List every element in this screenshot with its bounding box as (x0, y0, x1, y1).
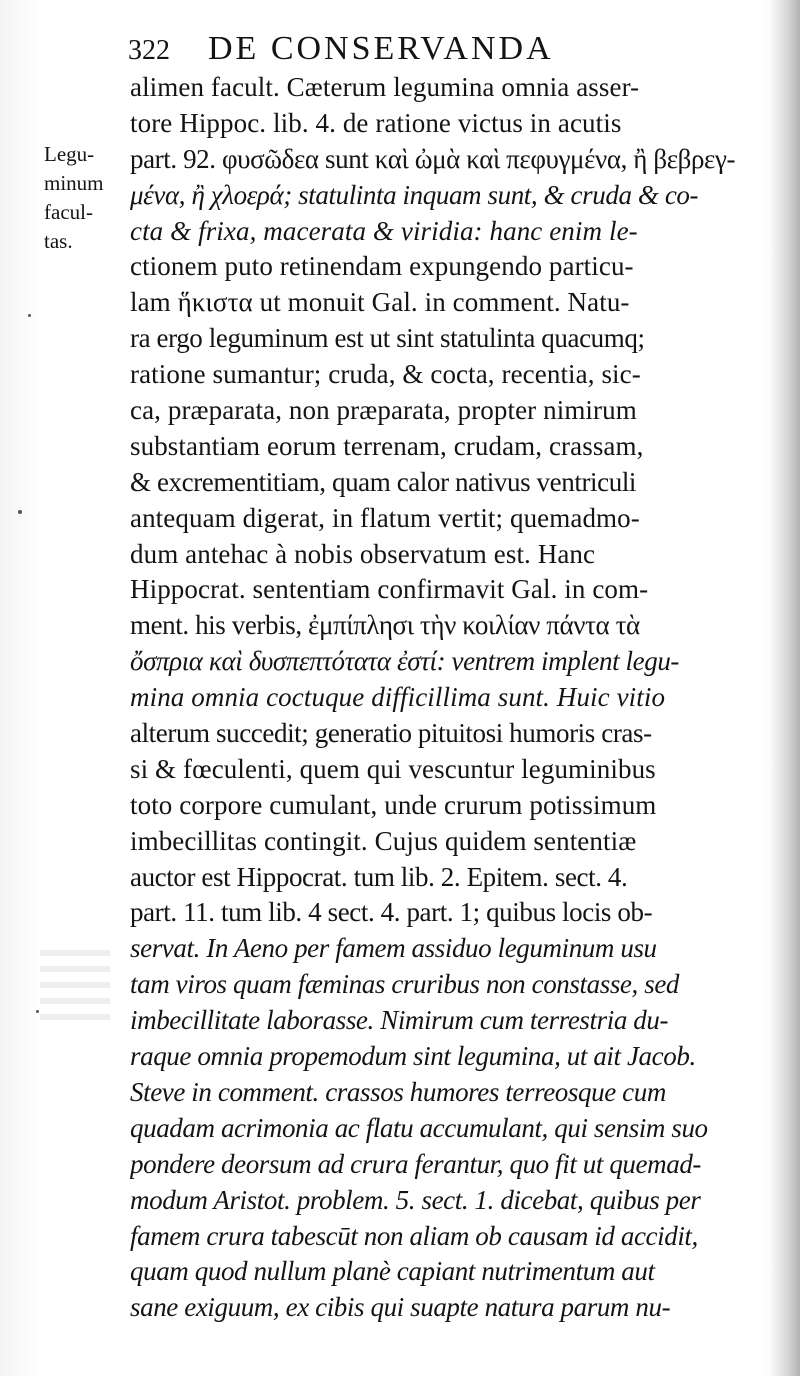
text-line: ment. his verbis, ἐμπίπλησι τὴν κοιλίαν πάντα τὰ (130, 610, 640, 641)
margin-note-line: Legu- (44, 142, 95, 166)
text-line: Hippocrat. sententiam confirmavit Gal. in com- (130, 574, 649, 605)
ink-speck (28, 314, 31, 317)
margin-note (44, 140, 130, 256)
margin-note-line: facul- (44, 200, 93, 224)
text-line: ratione sumantur; cruda, & cocta, recentia, sic- (130, 359, 641, 390)
running-head: DE CONSERVANDA (208, 30, 554, 67)
text-line: ctionem puto retinendam expungendo particu- (130, 251, 634, 282)
body-text (130, 70, 770, 1326)
text-line: alterum succedit; generatio pituitosi humoris cras- (130, 718, 652, 749)
text-line: auctor est Hippocrat. tum lib. 2. Epitem. sect. 4. (130, 861, 628, 892)
ink-speck (18, 510, 22, 514)
ink-speck (36, 1010, 39, 1013)
bleed-through-text (40, 940, 130, 1080)
text-line: antequam digerat, in flatum vertit; quemadmo- (130, 502, 640, 533)
text-line: imbecillitas contingit. Cujus quidem sententiæ (130, 825, 637, 856)
text-line: sane exiguum, ex cibis qui suapte natura parum nu- (130, 1292, 671, 1323)
text-line: servat. In Aeno per famem assiduo leguminum usu (130, 933, 657, 964)
text-line: imbecillitate laborasse. Nimirum cum terrestria du- (130, 1005, 669, 1036)
text-line: quadam acrimonia ac flatu accumulant, qui sensim suo (130, 1112, 708, 1143)
text-line: Steve in comment. crassos humores terreosque cum (130, 1076, 666, 1107)
text-line: dum antehac à nobis observatum est. Hanc (130, 538, 596, 569)
text-line: ὄσπρια καὶ δυσπεπτότατα ἐστί: ventrem implent legu- (130, 646, 680, 677)
text-line: part. 11. tum lib. 4 sect. 4. part. 1; quibus locis ob- (130, 897, 653, 928)
text-line: lam ἥκιστα ut monuit Gal. in comment. Natu- (130, 287, 630, 318)
text-line: alimen facult. Cæterum legumina omnia asser- (130, 72, 640, 102)
text-line: tore Hippoc. lib. 4. de ratione victus in acutis (130, 107, 622, 138)
page-number: 322 (128, 35, 170, 66)
text-line: si & fœculenti, quem qui vescuntur leguminibus (130, 753, 656, 784)
text-line: raque omnia propemodum sint legumina, ut ait Jacob. (130, 1041, 696, 1072)
text-line: μένα, ἢ χλοερά; statulinta inquam sunt, & cruda & co- (130, 179, 699, 210)
text-line: quam quod nullum planè capiant nutrimentum aut (130, 1256, 655, 1287)
text-line: part. 92. φυσῶδεα sunt καὶ ὠμὰ καὶ πεφυγμένα, ἢ βεβρεγ- (130, 143, 736, 174)
page-gutter-shadow (770, 0, 800, 1376)
text-line: modum Aristot. problem. 5. sect. 1. dicebat, quibus per (130, 1184, 701, 1215)
text-line: mina omnia coctuque difficillima sunt. Huic vitio (130, 682, 666, 713)
margin-note-line: minum (44, 171, 104, 195)
text-line: substantiam eorum terrenam, crudam, crassam, (130, 430, 644, 461)
text-line: & excrementitiam, quam calor nativus ventriculi (130, 466, 637, 497)
margin-note-line: tas. (44, 229, 73, 253)
text-line: ca, præparata, non præparata, propter nimirum (130, 395, 637, 426)
text-line: ra ergo leguminum est ut sint statulinta quacumq; (130, 323, 645, 354)
text-line: pondere deorsum ad crura ferantur, quo fit ut quemad- (130, 1148, 702, 1179)
text-line: cta & frixa, macerata & viridia: hanc enim le- (130, 215, 638, 246)
text-line: tam viros quam fæminas cruribus non constasse, sed (130, 969, 680, 1000)
text-line: toto corpore cumulant, unde crurum potissimum (130, 789, 657, 820)
text-line: famem crura tabescūt non aliam ob causam id accidit, (130, 1220, 698, 1251)
